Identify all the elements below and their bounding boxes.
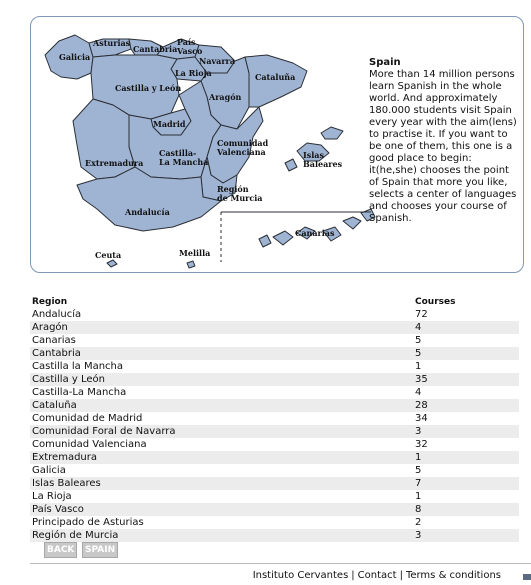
region-name-cell[interactable]: La Rioja <box>30 490 412 503</box>
info-title: Spain <box>369 57 401 68</box>
region-name-cell[interactable]: Islas Baleares <box>30 477 412 490</box>
table-row[interactable] <box>30 321 519 334</box>
table-row[interactable] <box>30 412 519 425</box>
label-castilla-leon[interactable]: Castilla y León <box>115 83 182 93</box>
region-name-cell[interactable]: Castilla la Mancha <box>30 360 412 373</box>
table-row[interactable] <box>30 516 519 529</box>
footer-divider <box>30 563 531 564</box>
courses-count-cell: 8 <box>412 503 519 516</box>
table-row[interactable] <box>30 451 519 464</box>
table-row[interactable] <box>30 360 519 373</box>
courses-count-cell: 4 <box>412 321 519 334</box>
courses-count-cell: 1 <box>412 360 519 373</box>
region-name-cell[interactable]: Galicia <box>30 464 412 477</box>
back-button[interactable]: BACK <box>44 542 77 558</box>
courses-count-cell: 3 <box>412 529 519 542</box>
region-name-cell[interactable]: Aragón <box>30 321 412 334</box>
region-name-cell[interactable]: Extremadura <box>30 451 412 464</box>
label-baleares[interactable]: Islas Baleares <box>303 150 343 169</box>
table-row[interactable] <box>30 438 519 451</box>
courses-count-cell: 34 <box>412 412 519 425</box>
regions-table <box>30 296 519 542</box>
region-name-cell[interactable]: Castilla-La Mancha <box>30 386 412 399</box>
label-navarra[interactable]: Navarra <box>199 56 235 66</box>
region-ceuta[interactable] <box>107 260 117 267</box>
table-row[interactable] <box>30 347 519 360</box>
courses-count-cell: 1 <box>412 451 519 464</box>
courses-count-cell: 5 <box>412 334 519 347</box>
region-name-cell[interactable]: Cantabria <box>30 347 412 360</box>
label-andalucia[interactable]: Andalucía <box>125 207 170 217</box>
spain-button[interactable]: SPAIN <box>82 542 118 558</box>
table-row[interactable] <box>30 308 519 321</box>
label-valenciana[interactable]: Comunidad Valenciana <box>217 138 269 157</box>
region-name-cell[interactable]: Región de Murcia <box>30 529 412 542</box>
label-aragon[interactable]: Aragón <box>209 92 242 102</box>
courses-count-cell: 3 <box>412 425 519 438</box>
table-row[interactable] <box>30 490 519 503</box>
courses-count-cell: 1 <box>412 490 519 503</box>
region-name-cell[interactable]: Castilla y León <box>30 373 412 386</box>
label-cataluna[interactable]: Cataluña <box>255 72 296 82</box>
terms-link[interactable]: Terms & conditions <box>405 570 501 581</box>
region-melilla[interactable] <box>187 261 195 268</box>
courses-count-cell: 4 <box>412 386 519 399</box>
courses-count-cell: 28 <box>412 399 519 412</box>
label-madrid[interactable]: Madrid <box>153 119 186 129</box>
spain-info <box>369 57 521 225</box>
instituto-link[interactable]: Instituto Cervantes <box>252 570 349 581</box>
table-row[interactable] <box>30 373 519 386</box>
map-panel <box>30 16 524 273</box>
label-cantabria[interactable]: Cantabria <box>133 44 178 54</box>
table-row[interactable] <box>30 386 519 399</box>
label-castilla-mancha[interactable]: Castilla- La Mancha <box>159 148 209 167</box>
courses-count-cell: 7 <box>412 477 519 490</box>
courses-count-cell: 5 <box>412 347 519 360</box>
label-ceuta[interactable]: Ceuta <box>95 250 122 260</box>
courses-count-cell: 72 <box>412 308 519 321</box>
region-name-cell[interactable]: Cataluña <box>30 399 412 412</box>
region-name-cell[interactable]: Comunidad Foral de Navarra <box>30 425 412 438</box>
footer <box>253 570 501 581</box>
label-galicia[interactable]: Galicia <box>59 52 91 62</box>
footer-sep: | <box>399 570 403 581</box>
courses-count-cell: 35 <box>412 373 519 386</box>
table-row[interactable] <box>30 529 519 542</box>
table-row[interactable] <box>30 425 519 438</box>
table-row[interactable] <box>30 334 519 347</box>
header-courses: Courses <box>415 297 456 307</box>
label-canarias[interactable]: Canarias <box>295 228 335 238</box>
region-name-cell[interactable]: Andalucía <box>30 308 412 321</box>
label-murcia[interactable]: Región de Murcia <box>217 184 263 203</box>
label-extremadura[interactable]: Extremadura <box>85 158 144 168</box>
info-body: More than 14 million persons learn Spanish in the whole world. And approximately 180.000 students visit Spain every year with the aim(lens) to practise it. If you want to be one of them, this one is a good place to begin: it(he,she) chooses the point of Spain that more you like, selects a center of languages and chooses your course of Spanish. <box>369 69 517 224</box>
courses-count-cell: 32 <box>412 438 519 451</box>
header-region: Region <box>32 297 68 307</box>
label-la-rioja[interactable]: La Rioja <box>175 68 212 78</box>
label-pais-vasco[interactable]: País Vasco <box>177 37 203 56</box>
courses-count-cell: 5 <box>412 464 519 477</box>
footer-sep: | <box>351 570 355 581</box>
table-row[interactable] <box>30 477 519 490</box>
region-name-cell[interactable]: País Vasco <box>30 503 412 516</box>
scroll-indicator[interactable] <box>523 574 531 580</box>
table-row[interactable] <box>30 464 519 477</box>
contact-link[interactable]: Contact <box>357 570 397 581</box>
region-name-cell[interactable]: Canarias <box>30 334 412 347</box>
region-name-cell[interactable]: Principado de Asturias <box>30 516 412 529</box>
table-row[interactable] <box>30 503 519 516</box>
region-name-cell[interactable]: Comunidad Valenciana <box>30 438 412 451</box>
region-name-cell[interactable]: Comunidad de Madrid <box>30 412 412 425</box>
label-melilla[interactable]: Melilla <box>179 248 211 258</box>
table-row[interactable] <box>30 399 519 412</box>
label-asturias[interactable]: Asturias <box>93 38 131 48</box>
courses-count-cell: 2 <box>412 516 519 529</box>
